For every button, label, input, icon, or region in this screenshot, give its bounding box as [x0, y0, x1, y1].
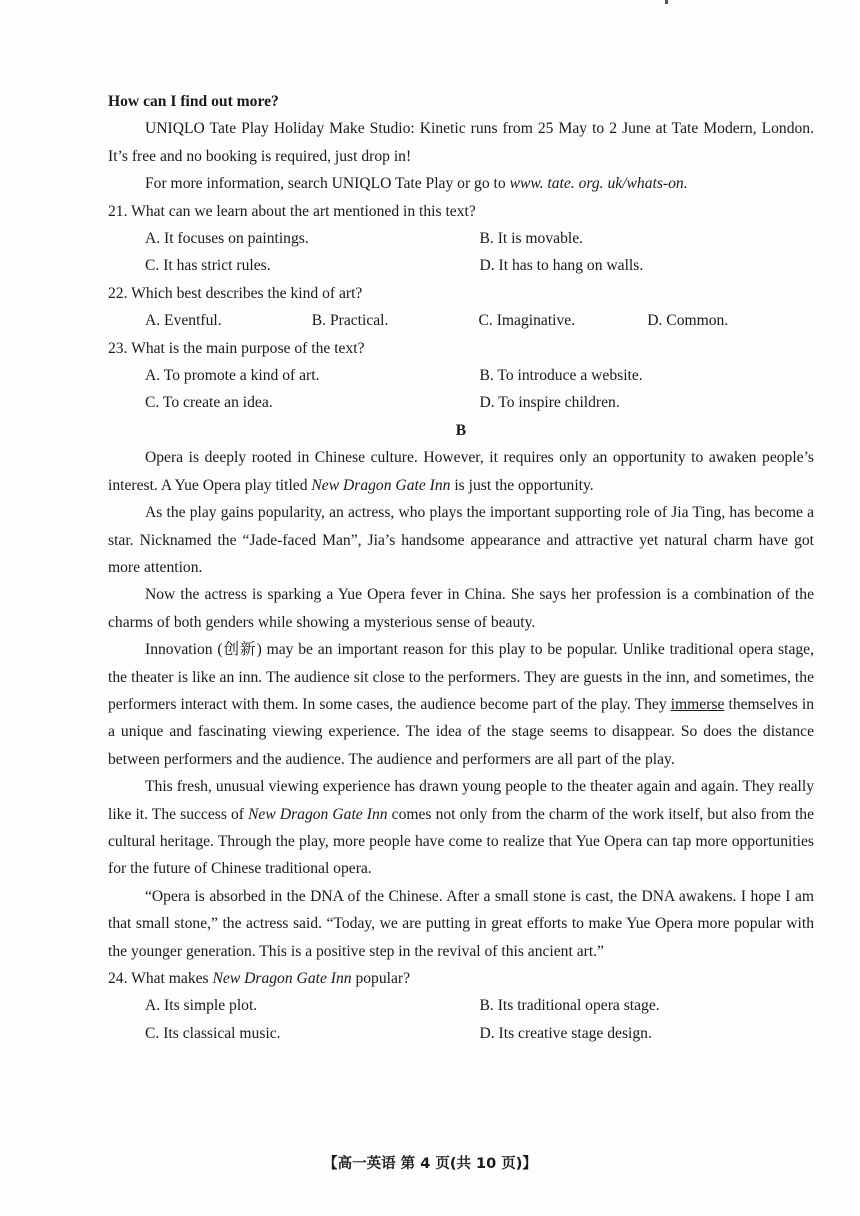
paragraph: “Opera is absorbed in the DNA of the Chinese. After a small stone is cast, the DNA awakens. I hope I am that small stone,” the actress said. “Today, we are putting in great efforts to make Yue Opera more popular with the younger generation. This is a positive step in the revival of this ancient art.”	[108, 887, 814, 960]
option-c: C. Imaginative.	[478, 312, 576, 330]
paragraph-text: is just the opportunity.	[450, 476, 594, 494]
paragraph-text: comes not only from the charm of the work itself, but also from the cultural heritage. Through the play, more people have come to realize that Yue Opera can tap more opportunities for the future of Chinese traditional opera.	[108, 805, 814, 878]
paragraph-text: themselves in a unique and fascinating viewing experience. The idea of the stage seems to disappear. So does the distance between performers and the audience. The audience and performers are all part of the play.	[108, 695, 814, 768]
option-d: D. Its creative stage design.	[479, 1024, 652, 1042]
play-title: New Dragon Gate Inn	[311, 476, 451, 494]
section-letter: B	[455, 421, 467, 439]
paragraph-text: For more information, search UNIQLO Tate Play or go to	[145, 175, 510, 193]
paragraph-text: This fresh, unusual viewing experience has drawn young people to the theater again and again. They really like it. The success of	[108, 778, 814, 823]
paragraph-text: Opera is deeply rooted in Chinese culture. However, it requires only an opportunity to awaken people’s interest. A Yue Opera play titled	[108, 449, 814, 494]
option-c: C. To create an idea.	[145, 394, 273, 412]
option-d: D. Common.	[647, 312, 729, 330]
option-a: A. Its simple plot.	[145, 997, 258, 1015]
scan-mark	[665, 0, 668, 4]
options-row	[108, 1020, 814, 1047]
paragraph-text: Innovation (创新) may be an important reason for this play to be popular. Unlike traditional opera stage, the theater is like an inn. The audience sit close to the performers. They are guests in the inn, and sometimes, the performers interact with them. In some cases, the audience become part of the play. They	[108, 641, 814, 713]
option-b: B. To introduce a website.	[479, 367, 643, 385]
paragraph	[108, 170, 814, 197]
options-row	[108, 307, 814, 334]
option-b: B. Its traditional opera stage.	[479, 997, 660, 1015]
options-row	[108, 252, 814, 279]
exam-page	[108, 88, 814, 1047]
options-row	[108, 225, 814, 252]
paragraph	[108, 636, 814, 773]
paragraph	[108, 444, 814, 499]
paragraph	[108, 773, 814, 883]
question-text: 24. What makes	[108, 970, 213, 987]
option-c: C. It has strict rules.	[145, 257, 271, 275]
question-23: 23. What is the main purpose of the text?	[108, 339, 365, 357]
page-footer: 【高一英语 第 4 页(共 10 页)】	[323, 1156, 537, 1172]
paragraph: Now the actress is sparking a Yue Opera fever in China. She says her profession is a combination of the charms of both genders while showing a mysterious sense of beauty.	[108, 586, 814, 631]
options-row	[108, 362, 814, 389]
option-c: C. Its classical music.	[145, 1024, 281, 1042]
option-a: A. To promote a kind of art.	[145, 367, 320, 385]
question-21: 21. What can we learn about the art mentioned in this text?	[108, 202, 476, 220]
options-row	[108, 992, 814, 1019]
options-row	[108, 389, 814, 416]
option-a: A. It focuses on paintings.	[145, 230, 309, 248]
section-heading: How can I find out more?	[108, 93, 279, 110]
play-title: New Dragon Gate Inn	[212, 970, 352, 987]
option-b: B. Practical.	[311, 312, 389, 330]
option-a: A. Eventful.	[145, 312, 222, 330]
option-d: D. It has to hang on walls.	[479, 257, 644, 275]
option-b: B. It is movable.	[479, 230, 584, 248]
question-24	[108, 965, 814, 992]
underlined-word: immerse	[670, 695, 725, 713]
play-title: New Dragon Gate Inn	[248, 805, 388, 823]
question-text: popular?	[351, 970, 411, 987]
option-d: D. To inspire children.	[479, 394, 620, 412]
question-22: 22. Which best describes the kind of art?	[108, 284, 363, 302]
paragraph: UNIQLO Tate Play Holiday Make Studio: Kinetic runs from 25 May to 2 June at Tate Modern, London. It’s free and no booking is required, just drop in!	[108, 120, 814, 165]
website-url: www. tate. org. uk/whats-on.	[509, 175, 688, 193]
paragraph: As the play gains popularity, an actress, who plays the important supporting role of Jia Ting, has become a star. Nicknamed the “Jade-faced Man”, Jia’s handsome appearance and attractive yet natural charm have got more attention.	[108, 504, 814, 576]
